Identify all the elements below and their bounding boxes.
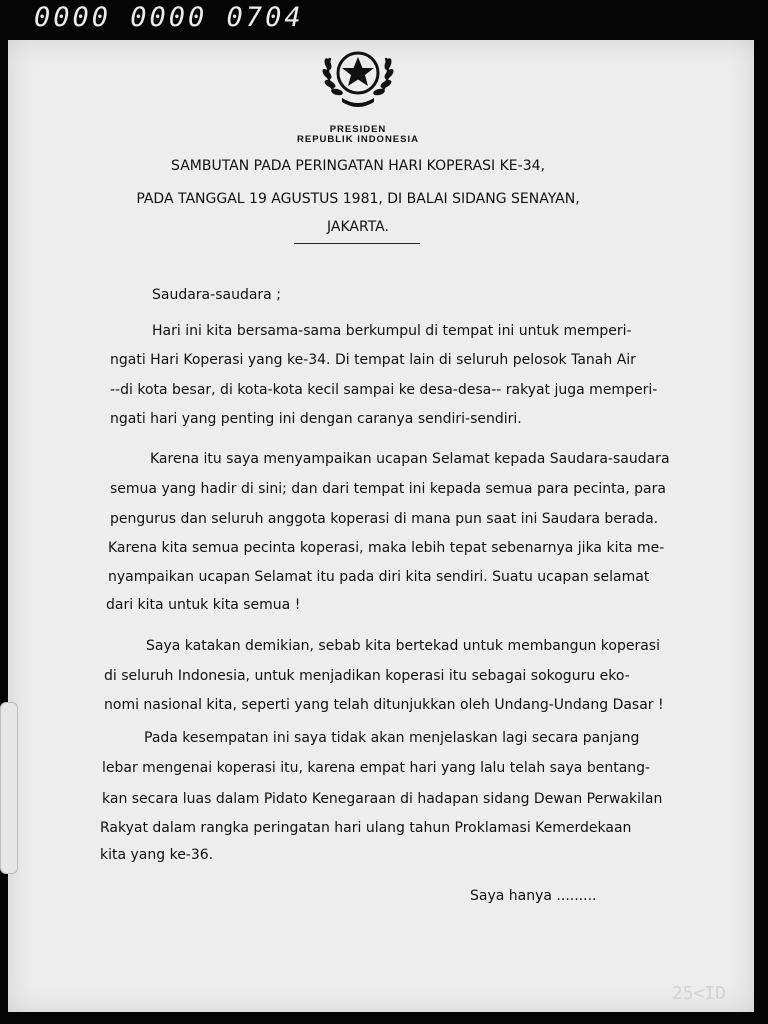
text-line: Pada kesempatan ini saya tidak akan menjelaskan lagi secara panjang bbox=[144, 730, 640, 746]
text-line: pengurus dan seluruh anggota koperasi di mana pun saat ini Saudara berada. bbox=[110, 511, 659, 527]
text-line: ngati Hari Koperasi yang ke-34. Di tempat lain di seluruh pelosok Tanah Air bbox=[110, 352, 636, 368]
office-line-1: PRESIDEN bbox=[329, 124, 387, 135]
office-line-2: REPUBLIK INDONESIA bbox=[297, 134, 419, 145]
text-line: Karena itu saya menyampaikan ucapan Selamat kepada Saudara-saudara bbox=[150, 451, 670, 467]
title-line-2: PADA TANGGAL 19 AGUSTUS 1981, DI BALAI SIDANG SENAYAN, bbox=[136, 191, 580, 207]
text-line: Hari ini kita bersama-sama berkumpul di tempat ini untuk memperi- bbox=[152, 323, 632, 339]
text-line: Saya katakan demikian, sebab kita bertekad untuk membangun koperasi bbox=[146, 638, 660, 654]
text-line: dari kita untuk kita semua ! bbox=[106, 597, 301, 613]
text-line: nyampaikan ucapan Selamat itu pada diri kita sendiri. Suatu ucapan selamat bbox=[108, 569, 650, 585]
footer-mark: 25<ID bbox=[671, 983, 726, 1004]
text-line: nomi nasional kita, seperti yang telah ditunjukkan oleh Undang-Undang Dasar ! bbox=[104, 697, 664, 713]
continuation-text: Saya hanya ......... bbox=[470, 888, 597, 904]
page-edge-tab bbox=[0, 702, 18, 874]
title-underline bbox=[294, 243, 420, 244]
document-page bbox=[8, 40, 754, 1012]
text-line: di seluruh Indonesia, untuk menjadikan koperasi itu sebagai sokoguru eko- bbox=[104, 668, 630, 684]
title-line-3: JAKARTA. bbox=[327, 219, 389, 235]
text-line: semua yang hadir di sini; dan dari tempat ini kepada semua para pecinta, para bbox=[110, 481, 666, 497]
text-line: kita yang ke-36. bbox=[100, 847, 214, 863]
text-line: --di kota besar, di kota-kota kecil sampai ke desa-desa-- rakyat juga memperi- bbox=[110, 382, 658, 398]
presidential-emblem-icon bbox=[316, 42, 400, 112]
text-line: ngati hari yang penting ini dengan caranya sendiri-sendiri. bbox=[110, 411, 522, 427]
film-frame-number: 0000 0000 0704 bbox=[34, 2, 304, 33]
title-line-1: SAMBUTAN PADA PERINGATAN HARI KOPERASI KE-34, bbox=[171, 158, 545, 174]
text-line: kan secara luas dalam Pidato Kenegaraan di hadapan sidang Dewan Perwakilan bbox=[102, 791, 663, 807]
salutation: Saudara-saudara ; bbox=[152, 287, 281, 303]
text-line: Rakyat dalam rangka peringatan hari ulang tahun Proklamasi Kemerdekaan bbox=[100, 820, 632, 836]
text-line: lebar mengenai koperasi itu, karena empat hari yang lalu telah saya bentang- bbox=[102, 760, 651, 776]
text-line: Karena kita semua pecinta koperasi, maka lebih tepat sebenarnya jika kita me- bbox=[108, 540, 665, 556]
